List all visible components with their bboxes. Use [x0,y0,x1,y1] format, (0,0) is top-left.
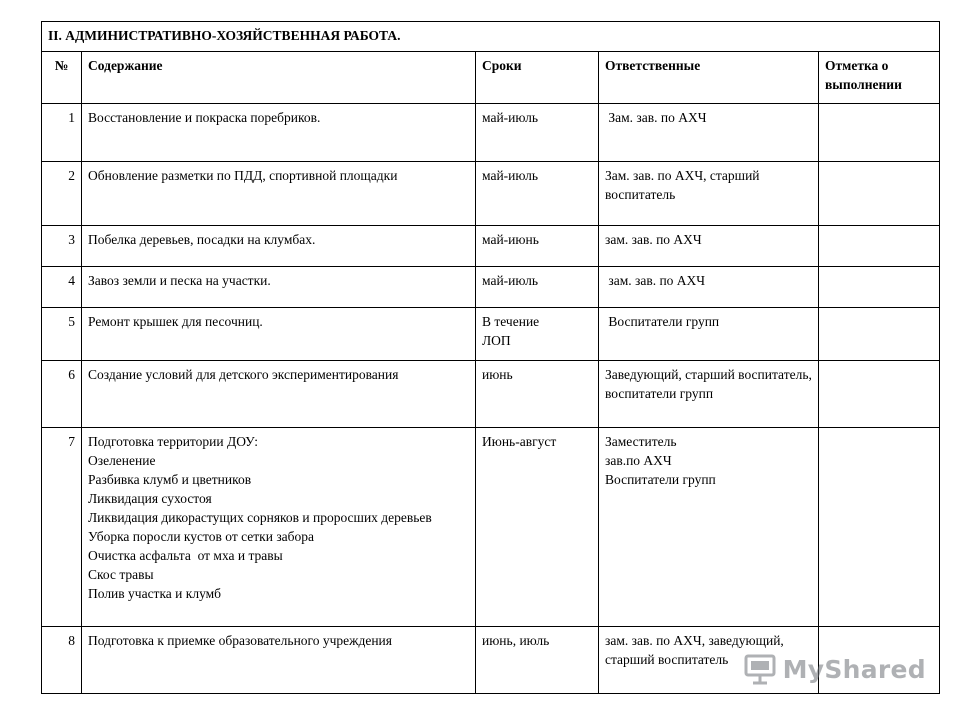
responsible-line: зав.по АХЧ [605,453,672,468]
table-row [42,267,940,308]
section-title-row [42,22,940,52]
header-mark: Отметка о выполнении [819,52,940,104]
content-line: Восстановление и покраска поребриков. [88,110,321,125]
row-num: 4 [42,267,82,308]
row-mark [819,162,940,226]
table-row [42,226,940,267]
content-line: Очистка асфальта от мха и травы [88,548,283,563]
row-num: 3 [42,226,82,267]
row-mark [819,104,940,162]
header-row [42,52,940,104]
row-responsible [599,428,819,627]
row-terms: май-июль [476,267,599,308]
table-row [42,361,940,428]
header-content: Содержание [82,52,476,104]
row-terms: В течение ЛОП [476,308,599,361]
row-terms: Июнь-август [476,428,599,627]
header-responsible: Ответственные [599,52,819,104]
content-line: Ликвидация сухостоя [88,491,212,506]
content-line: Завоз земли и песка на участки. [88,273,271,288]
row-terms: июнь [476,361,599,428]
content-line: Подготовка территории ДОУ: [88,434,258,449]
row-mark [819,226,940,267]
row-num: 2 [42,162,82,226]
row-content [82,428,476,627]
content-line: Скос травы [88,567,154,582]
row-content [82,267,476,308]
section-title: II. АДМИНИСТРАТИВНО-ХОЗЯЙСТВЕННАЯ РАБОТА. [42,22,940,52]
row-responsible: зам. зав. по АХЧ [599,267,819,308]
row-content [82,308,476,361]
table-row [42,308,940,361]
row-mark [819,361,940,428]
row-content [82,104,476,162]
row-terms: май-июнь [476,226,599,267]
content-line: Уборка поросли кустов от сетки забора [88,529,315,544]
content-line: Озеленение [88,453,156,468]
row-mark [819,267,940,308]
watermark [743,652,926,686]
row-num: 1 [42,104,82,162]
row-terms: май-июль [476,104,599,162]
responsible-line: Заместитель [605,434,677,449]
content-line: Полив участка и клумб [88,586,222,601]
row-num: 7 [42,428,82,627]
content-line: Обновление разметки по ПДД, спортивной площадки [88,168,398,183]
content-line: Побелка деревьев, посадки на клумбах. [88,232,316,247]
content-line: Подготовка к приемке образовательного учреждения [88,633,392,648]
responsible-line: Воспитатели групп [605,472,716,487]
content-line: Разбивка клумб и цветников [88,472,252,487]
table-row [42,104,940,162]
row-num: 8 [42,627,82,694]
row-responsible: Зам. зав. по АХЧ [599,104,819,162]
content-line: Ликвидация дикорастущих сорняков и проросших деревьев [88,510,432,525]
header-terms: Сроки [476,52,599,104]
watermark-text: MyShared [782,654,926,684]
row-content [82,226,476,267]
row-terms: май-июль [476,162,599,226]
row-responsible: Зам. зав. по АХЧ, старший воспитатель [599,162,819,226]
admin-work-table [41,21,940,694]
row-terms: июнь, июль [476,627,599,694]
row-responsible: зам. зав. по АХЧ [599,226,819,267]
content-line: Ремонт крышек для песочниц. [88,314,263,329]
row-mark [819,428,940,627]
row-content [82,162,476,226]
content-line: Создание условий для детского экспериментирования [88,367,399,382]
row-mark [819,308,940,361]
row-content [82,627,476,694]
row-responsible: Воспитатели групп [599,308,819,361]
presentation-board-icon [743,652,777,686]
table-row [42,428,940,627]
row-responsible: зам. зав. по АХЧ, заведующий, старший воспитатель [599,627,819,694]
row-num: 5 [42,308,82,361]
table-row [42,162,940,226]
row-num: 6 [42,361,82,428]
row-responsible: Заведующий, старший воспитатель, воспитатели групп [599,361,819,428]
header-num: № [42,52,82,104]
row-content [82,361,476,428]
